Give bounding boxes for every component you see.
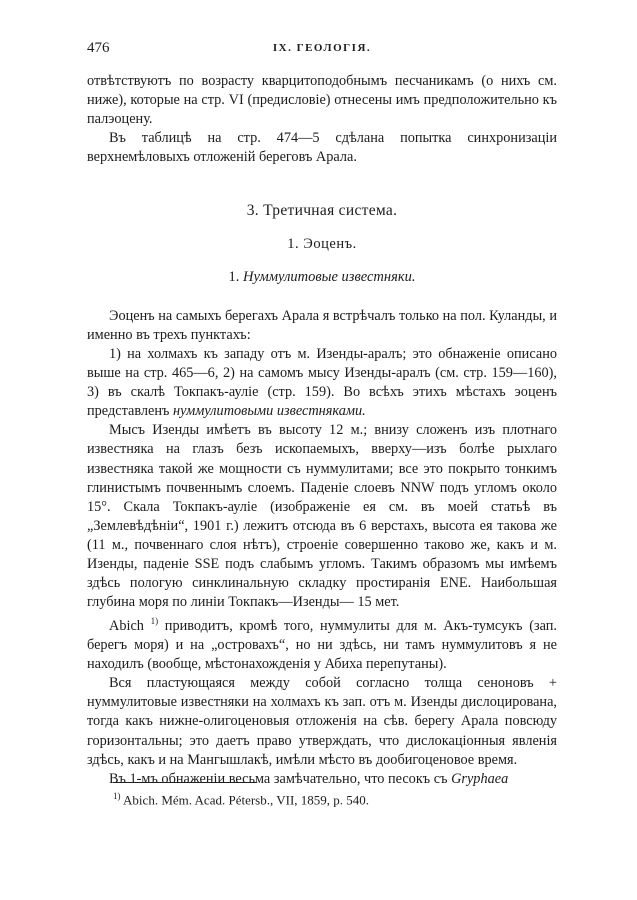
paragraph-2: Мысъ Изенды имѣетъ въ высоту 12 м.; внизу сложенъ изъ плотнаго известняка на глазъ безъ ископаемыхъ, вверху—изъ болѣе рыхлаго известняка такой же мощности съ нуммулитами; все это покрыто тонкимъ глинистымъ почвеннымъ слоемъ. Паденіе слоевъ NNW подъ угломъ около 15°. Скала Токпакъ-ауліе (изображеніе ея см. въ моей статьѣ въ „Землевѣдѣніи“, 1901 г.) лежитъ отсюда въ 6 верстахъ, высота ея такова же (11 м., почвеннаго слоя нѣтъ), строеніе совершенно таково же, какъ и м. Изенды, паденіе SSE подъ слабымъ угломъ. Такимъ образомъ мы имѣемъ здѣсь пологую синклинальную складку простиранія ENE. Наибольшая глубина моря по линіи Токпакъ—Изенды— 15 мет. — [87, 422, 557, 611]
paragraph-4: Вся пластующаяся между собой согласно толща сеноновъ + нуммулитовые известняки на холмахъ къ зап. отъ м. Изенды дислоцирована, тогда какъ нижне-олигоценовыя отложенія на сѣв. берегу Арала повсюду горизонтальны; это даетъ право утверждать, что дислокаціонныя явленія здѣсь, какъ и на Мангышлакѣ, имѣли мѣсто въ дообигоценовое время. — [87, 675, 557, 768]
footnote-text: Abich. Mém. Acad. Pétersb., VII, 1859, p. 540. — [123, 792, 370, 808]
running-head: IX. ГЕОЛОГIЯ. — [272, 42, 372, 54]
paragraph-intro-1: отвѣтствуютъ по возрасту кварцитоподобнымъ песчаникамъ (о нихъ см. ниже), которые на стр. VI (предисловіе) отнесены имъ предположительно къ палэоцену. — [87, 73, 557, 128]
footnote-ref[interactable]: 1) — [150, 616, 159, 627]
paragraph-5-italic: Gryphaea — [451, 770, 509, 787]
paragraph-5-text: Въ 1-мъ обнаженіи весьма замѣчательно, что песокъ съ — [109, 770, 448, 787]
paragraph-intro-2: Въ таблицѣ на стр. 474—5 сдѣлана попытка синхронизаціи верхнемѣловыхъ отложеній береговъ Арала. — [87, 130, 557, 166]
footnote-marker: 1) — [113, 791, 121, 801]
paragraph-1b-italic: нуммулитовыми известняками. — [173, 403, 366, 420]
author-name: Abich — [109, 618, 144, 635]
subsubsection-title: Нуммулитовые известняки. — [242, 268, 416, 285]
paragraph-1b-text: 1) на холмахъ къ западу отъ м. Изенды-аралъ; это обнаженіе описано выше на стр. 465—6, 2) на самомъ мысу Изенды-аралъ (см. стр. 159—160), 3) въ скалѣ Токпакъ-ауліе (стр. 159). Во всѣхъ этихъ мѣстахъ эоценъ представленъ — [87, 345, 557, 420]
footnote — [113, 791, 369, 808]
subsection-heading: 1. Эоценъ. — [287, 235, 357, 252]
page-body — [87, 72, 557, 789]
footnote-rule — [113, 782, 257, 783]
page-number: 476 — [87, 40, 110, 56]
section-heading: 3. Третичная система. — [246, 202, 398, 220]
paragraph-5 — [87, 770, 557, 789]
paragraph-1b — [87, 345, 557, 421]
subsubsection-heading — [87, 268, 557, 287]
paragraph-1a: Эоценъ на самыхъ берегахъ Арала я встрѣчалъ только на пол. Куланды, и именно въ трехъ пунктахъ: — [87, 307, 557, 343]
page-header — [87, 40, 557, 60]
paragraph-3 — [87, 612, 557, 674]
subsubsection-number: 1. — [228, 268, 240, 285]
paragraph-3-text: приводитъ, кромѣ того, нуммулиты для м. Акъ-тумсукъ (зап. берегъ моря) и на „островахъ“, но ни здѣсь, ни тамъ нуммулитовъ я не находилъ (вообще, мѣстонахожденія у Абиха перепутаны). — [87, 618, 558, 673]
